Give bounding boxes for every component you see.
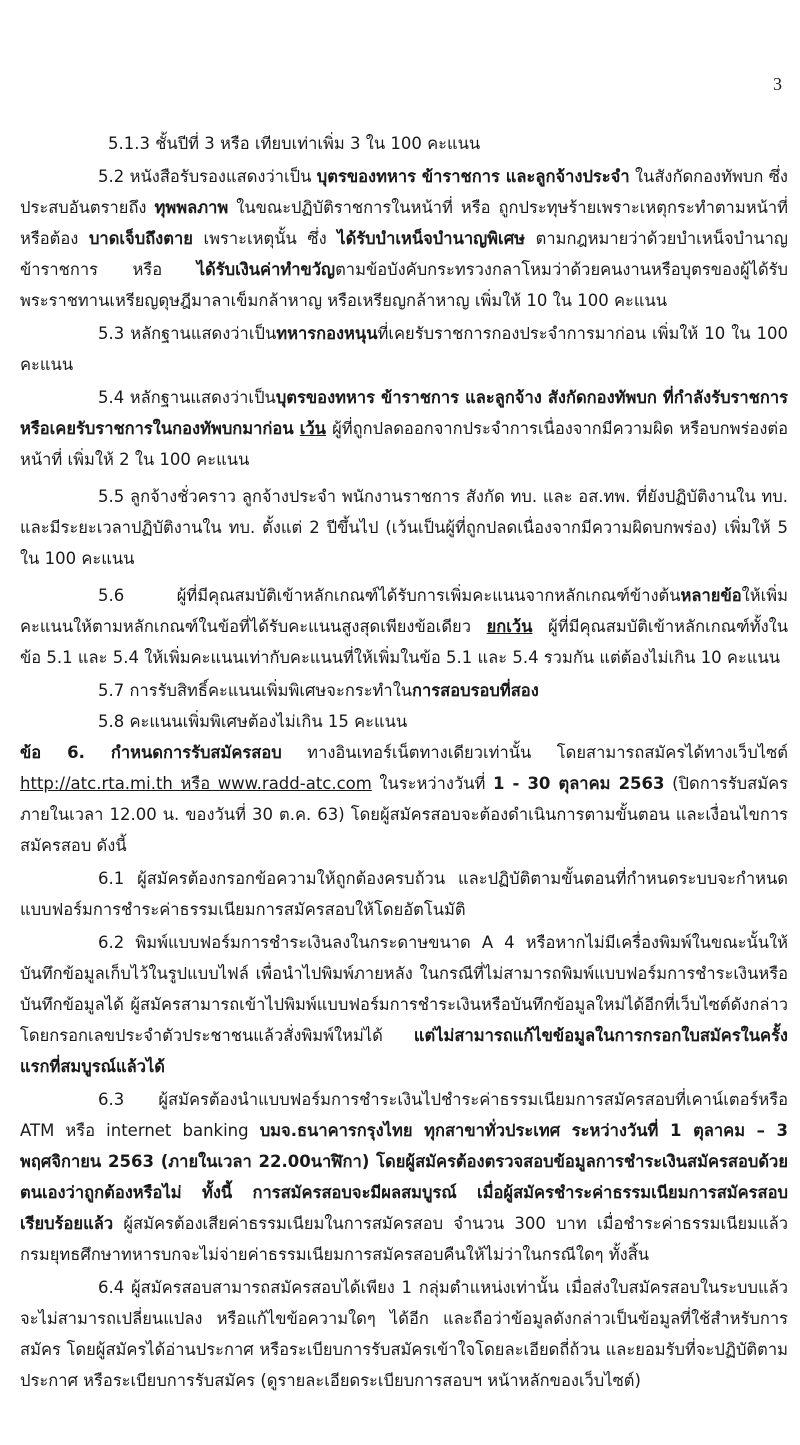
section-6: ข้อ 6. กำหนดการรับสมัครสอบ ทางอินเทอร์เน็ตทางเดียวเท่านั้น โดยสามารถสมัครได้ทางเว็บไซต์ http://atc.rta.mi.th หรือ www.radd-atc.com ในระหว่างวันที่ 1 - 30 ตุลาคม 2563 (ปิดการรับสมัครภายในเวลา 12.00 น. ของวันที่ 30 ต.ค. 63) โดยผู้สมัครสอบจะต้องดำเนินการตามขั้นตอน และเงื่อนไขการสมัครสอบ ดังนี้ <box>20 743 789 855</box>
paragraph-5-6: 5.6 ผู้ที่มีคุณสมบัติเข้าหลักเกณฑ์ได้รับการเพิ่มคะแนนจากหลักเกณฑ์ข้างต้นหลายข้อให้เพิ่มคะแนนให้ตามหลักเกณฑ์ในข้อที่ได้รับคะแนนสูงสุดเพียงข้อเดียว ยกเว้น ผู้ที่มีคุณสมบัติเข้าหลักเกณฑ์ทั้งในข้อ 5.1 และ 5.4 ให้เพิ่มคะแนนเท่ากับคะแนนที่ให้เพิ่มในข้อ 5.1 และ 5.4 รวมกัน แต่ต้องไม่เกิน 10 คะแนน <box>20 586 788 667</box>
paragraph-5-3: 5.3 หลักฐานแสดงว่าเป็นทหารกองหนุนที่เคยรับราชการกองประจำการมาก่อน เพิ่มให้ 10 ใน 100 คะแนน <box>20 324 788 374</box>
paragraph-5-2: 5.2 หนังสือรับรองแสดงว่าเป็น บุตรของทหาร ข้าราชการ และลูกจ้างประจำ ในสังกัดกองทัพบก ซึ่งประสบอันตรายถึง ทุพพลภาพ ในขณะปฏิบัติราชการในหน้าที่ หรือ ถูกประทุษร้ายเพราะเหตุกระทำตามหน้าที่ หรือต้อง บาดเจ็บถึงตาย เพราะเหตุนั้น ซึ่ง ได้รับบำเหน็จบำนาญพิเศษ ตามกฎหมายว่าด้วยบำเหน็จบำนาญข้าราชการ หรือ ได้รับเงินค่าทำขวัญตามข้อบังคับกระทรวงกลาโหมว่าด้วยคนงานหรือบุตรของผู้ได้รับพระราชทานเหรียญดุษฎีมาลาเข็มกล้าหาญ หรือเหรียญกล้าหาญ เพิ่มให้ 10 ใน 100 คะแนน <box>20 167 788 310</box>
paragraph-5-7: 5.7 การรับสิทธิ์คะแนนเพิ่มพิเศษจะกระทำในการสอบรอบที่สอง <box>98 681 539 700</box>
paragraph-6-1: 6.1 ผู้สมัครต้องกรอกข้อความให้ถูกต้องครบถ้วน และปฏิบัติตามขั้นตอนที่กำหนดระบบจะกำหนดแบบฟอร์มการชำระค่าธรรมเนียมการสมัครสอบให้โดยอัตโนมัติ <box>20 869 788 919</box>
paragraph-5-1-3: 5.1.3 ชั้นปีที่ 3 หรือ เทียบเท่าเพิ่ม 3 ใน 100 คะแนน <box>108 134 481 153</box>
document-body <box>20 128 788 1396</box>
paragraph-6-4: 6.4 ผู้สมัครสอบสามารถสมัครสอบได้เพียง 1 กลุ่มตำแหน่งเท่านั้น เมื่อส่งใบสมัครสอบในระบบแล้วจะไม่สามารถเปลี่ยนแปลง หรือแก้ไขข้อความใดๆ ได้อีก และถือว่าข้อมูลดังกล่าวเป็นข้อมูลที่ใช้สำหรับการสมัคร โดยผู้สมัครได้อ่านประกาศ หรือระเบียบการรับสมัครเข้าใจโดยละเอียดถี่ถ้วน และยอมรับที่จะปฏิบัติตามประกาศ หรือระเบียบการรับสมัคร (ดูรายละเอียดระเบียบการสอบฯ หน้าหลักของเว็บไซต์) <box>20 1278 788 1390</box>
page-number: 3 <box>773 74 782 94</box>
website-link[interactable]: http://atc.rta.mi.th หรือ www.radd-atc.com <box>20 774 372 793</box>
paragraph-5-4: 5.4 หลักฐานแสดงว่าเป็นบุตรของทหาร ข้าราชการ และลูกจ้าง สังกัดกองทัพบก ที่กำลังรับราชการหรือเคยรับราชการในกองทัพบกมาก่อน เว้น ผู้ที่ถูกปลดออกจากประจำการเนื่องจากมีความผิด หรือบกพร่องต่อหน้าที่ เพิ่มให้ 2 ใน 100 คะแนน <box>20 388 788 469</box>
paragraph-5-5: 5.5 ลูกจ้างชั่วคราว ลูกจ้างประจำ พนักงานราชการ สังกัด ทบ. และ อส.ทพ. ที่ยังปฏิบัติงานใน ทบ. และมีระยะเวลาปฏิบัติงานใน ทบ. ตั้งแต่ 2 ปีขึ้นไป (เว้นเป็นผู้ที่ถูกปลดเนื่องจากมีความผิดบกพร่อง) เพิ่มให้ 5 ใน 100 คะแนน <box>20 487 788 568</box>
paragraph-5-8: 5.8 คะแนนเพิ่มพิเศษต้องไม่เกิน 15 คะแนน <box>98 712 408 731</box>
paragraph-6-2: 6.2 พิมพ์แบบฟอร์มการชำระเงินลงในกระดาษขนาด A 4 หรือหากไม่มีเครื่องพิมพ์ในขณะนั้นให้บันทึกข้อมูลเก็บไว้ในรูปแบบไฟล์ เพื่อนำไปพิมพ์ภายหลัง ในกรณีที่ไม่สามารถพิมพ์แบบฟอร์มการชำระเงินหรือบันทึกข้อมูลได้ ผู้สมัครสามารถเข้าไปพิมพ์แบบฟอร์มการชำระเงินหรือบันทึกข้อมูลใหม่ได้อีกที่เว็บไซต์ดังกล่าว โดยกรอกเลขประจำตัวประชาชนแล้วสั่งพิมพ์ใหม่ได้ แต่ไม่สามารถแก้ไขข้อมูลในการกรอกใบสมัครในครั้งแรกที่สมบูรณ์แล้วได้ <box>20 933 788 1076</box>
paragraph-6-3: 6.3 ผู้สมัครต้องนำแบบฟอร์มการชำระเงินไปชำระค่าธรรมเนียมการสมัครสอบที่เคาน์เตอร์หรือ ATM หรือ internet banking บมจ.ธนาคารกรุงไทย ทุกสาขาทั่วประเทศ ระหว่างวันที่ 1 ตุลาคม – 3 พฤศจิกายน 2563 (ภายในเวลา 22.00นาฬิกา) โดยผู้สมัครต้องตรวจสอบข้อมูลการชำระเงินสมัครสอบด้วยตนเองว่าถูกต้องหรือไม่ ทั้งนี้ การสมัครสอบจะมีผลสมบูรณ์ เมื่อผู้สมัครชำระค่าธรรมเนียมการสมัครสอบเรียบร้อยแล้ว ผู้สมัครต้องเสียค่าธรรมเนียมในการสมัครสอบ จำนวน 300 บาท เมื่อชำระค่าธรรมเนียมแล้ว กรมยุทธศึกษาทหารบกจะไม่จ่ายค่าธรรมเนียมการสมัครสอบคืนให้ไม่ว่าในกรณีใดๆ ทั้งสิ้น <box>20 1090 788 1264</box>
